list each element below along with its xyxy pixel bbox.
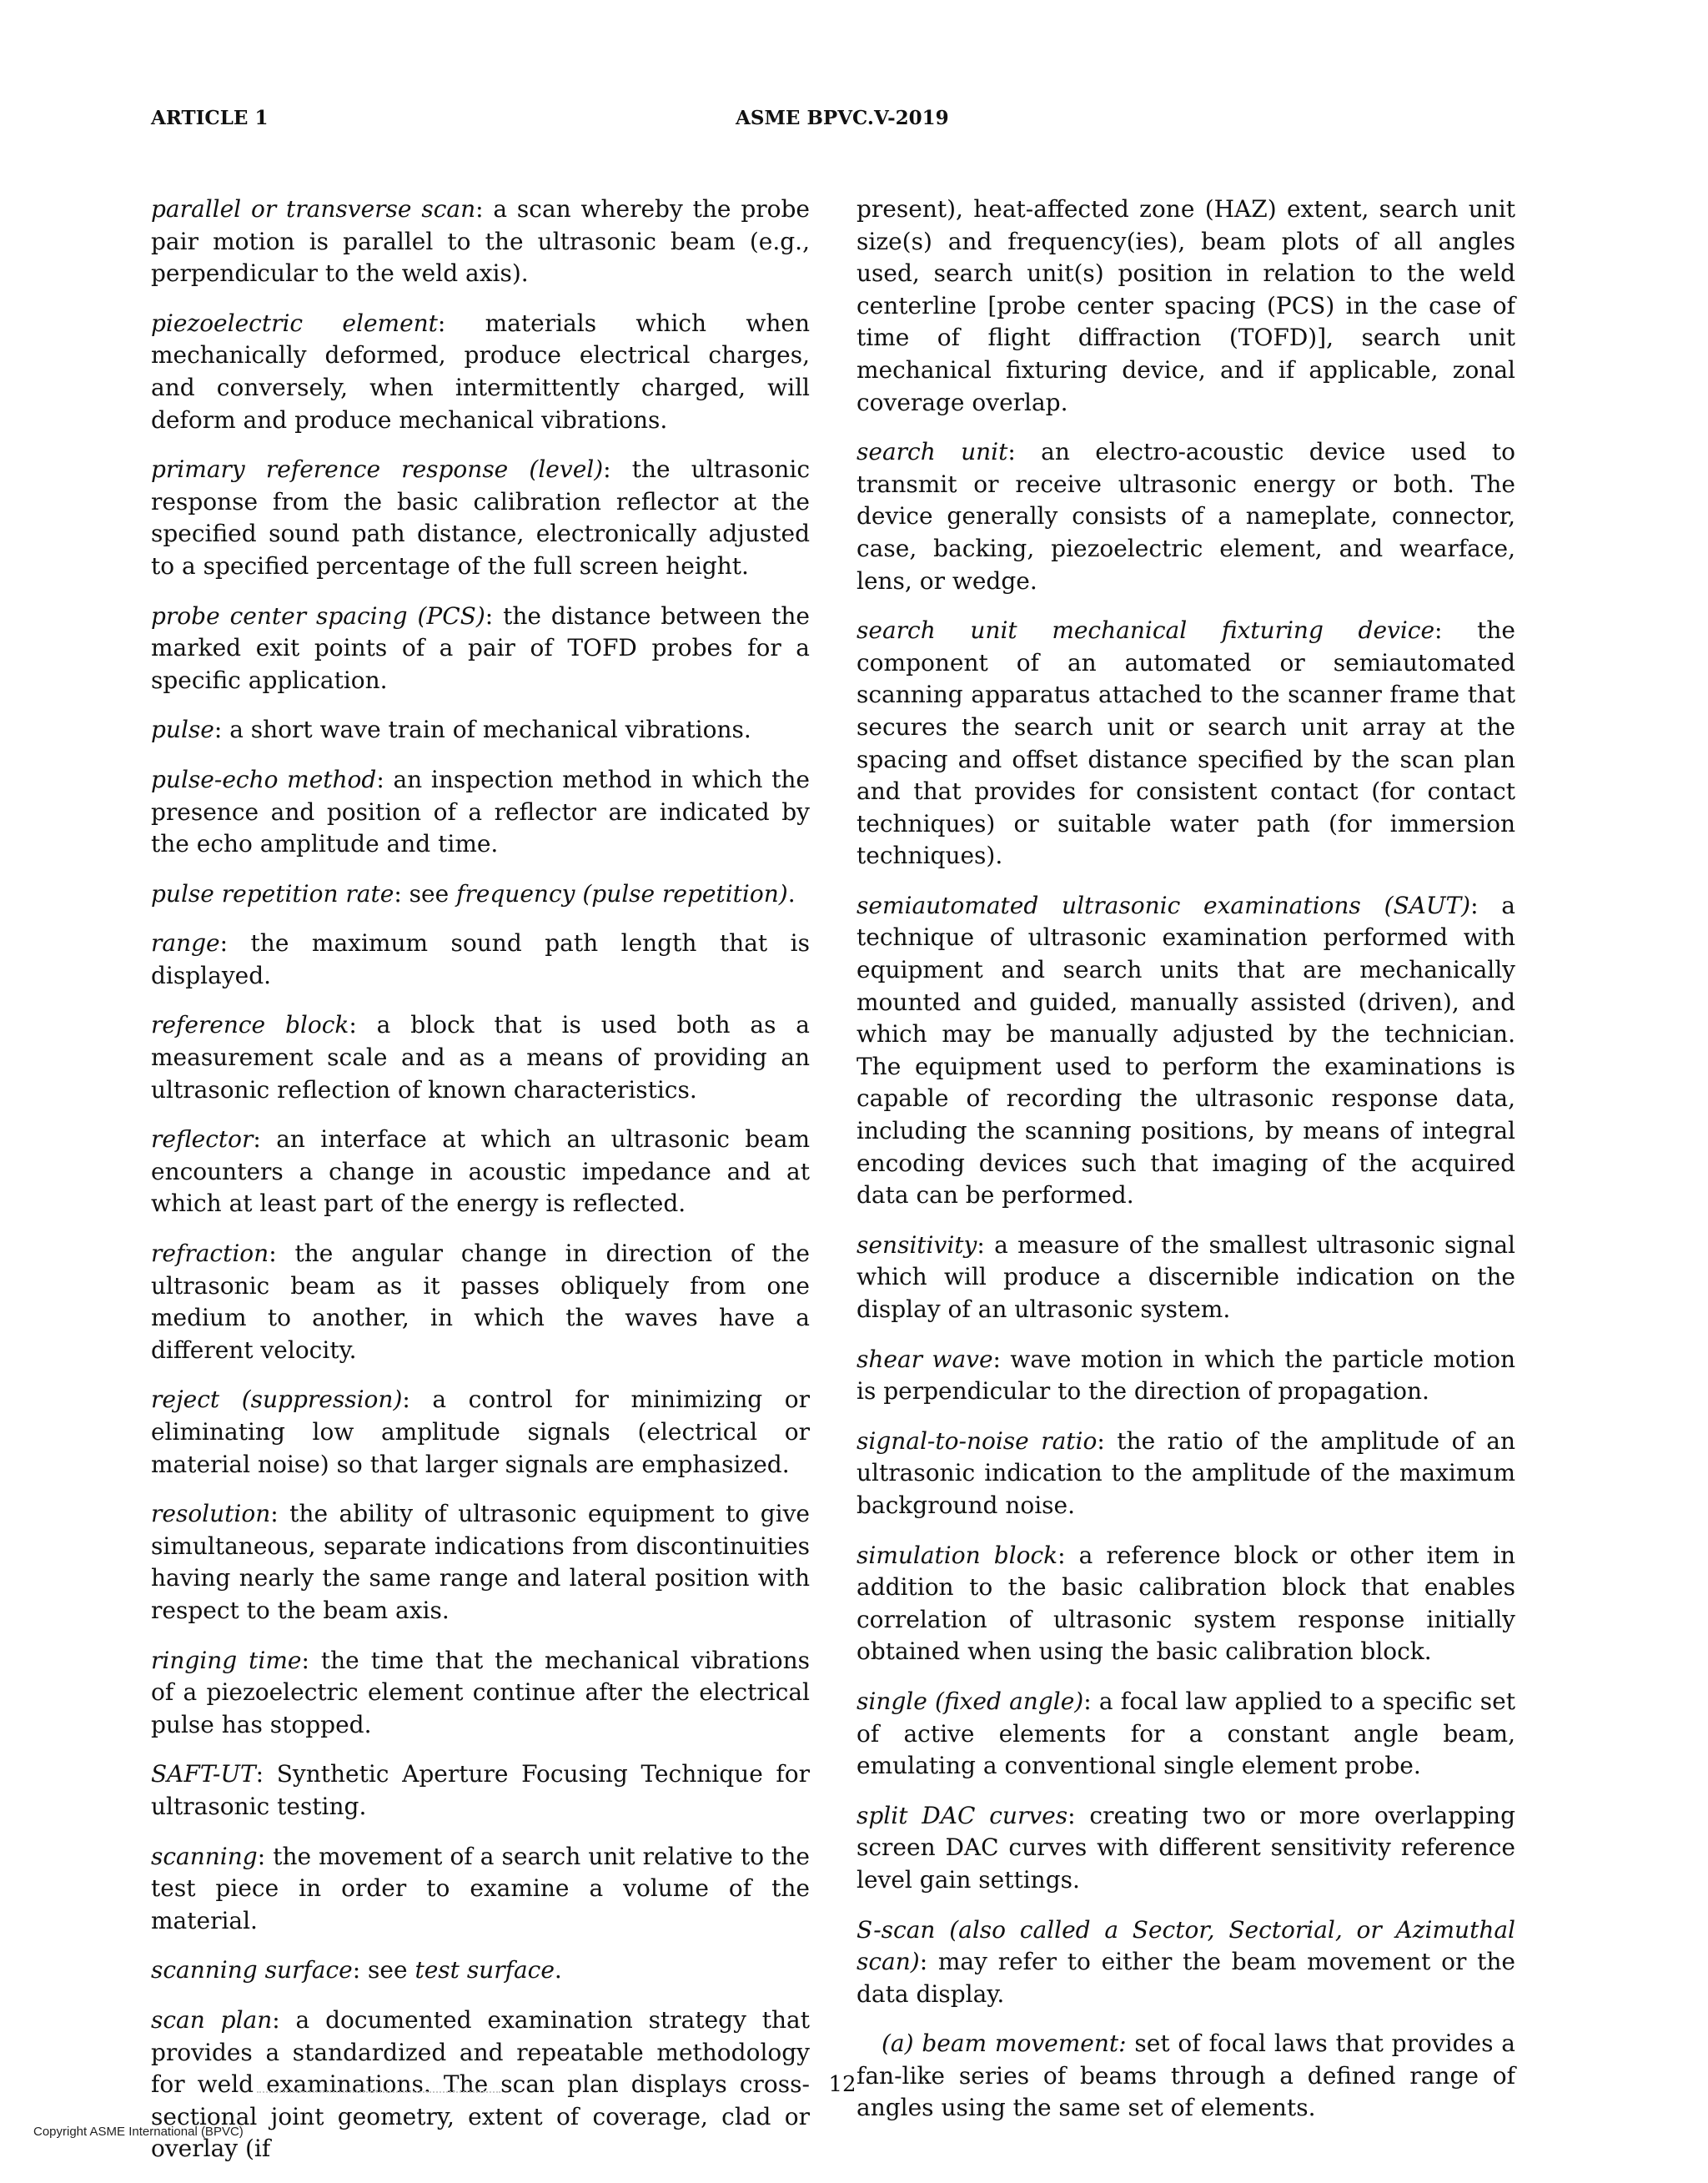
glossary-definition: : creating two or more overlapping screen DAC curves with different sensitivity reference level gain settings. bbox=[857, 1801, 1515, 1894]
glossary-entry bbox=[151, 764, 810, 861]
glossary-definition: : a scan whereby the probe pair motion is parallel to the ultrasonic beam (e.g., perpendicular to the weld axis). bbox=[151, 195, 810, 288]
right-column bbox=[857, 194, 1515, 2142]
glossary-entry bbox=[151, 1758, 810, 1823]
glossary-definition: : wave motion in which the particle motion is perpendicular to the direction of propagation. bbox=[857, 1345, 1516, 1406]
glossary-definition: : a measure of the smallest ultrasonic signal which will produce a discernible indication on the display of an ultrasonic system. bbox=[857, 1230, 1515, 1323]
glossary-definition: : the distance between the marked exit points of a pair of TOFD probes for a specific application. bbox=[151, 601, 810, 694]
glossary-term: shear wave bbox=[857, 1345, 993, 1373]
glossary-definition: : the ratio of the amplitude of an ultrasonic indication to the amplitude of the maximum background noise. bbox=[857, 1426, 1515, 1519]
glossary-entry bbox=[857, 2028, 1515, 2125]
glossary-entry bbox=[151, 1238, 810, 1366]
page-number: 12 bbox=[828, 2072, 857, 2097]
glossary-entry bbox=[857, 615, 1515, 873]
glossary-definition: : an interface at which an ultrasonic beam encounters a change in acoustic impedance and at which at least part of the energy is reflected. bbox=[151, 1125, 810, 1218]
article-label: ARTICLE 1 bbox=[151, 107, 269, 129]
glossary-definition: : a short wave train of mechanical vibrations. bbox=[214, 716, 751, 744]
glossary-term: reject (suppression) bbox=[151, 1386, 403, 1414]
glossary-definition: : the ability of ultrasonic equipment to give simultaneous, separate indications from discontinuities having nearly the same range and lateral position with respect to the beam axis. bbox=[151, 1500, 810, 1624]
glossary-entry bbox=[151, 1124, 810, 1220]
glossary-entry bbox=[151, 601, 810, 697]
glossary-term: probe center spacing (PCS) bbox=[151, 601, 485, 630]
glossary-term: refraction bbox=[151, 1240, 269, 1268]
glossary-entry bbox=[151, 194, 810, 290]
glossary-term: search unit bbox=[857, 438, 1008, 466]
glossary-definition: present), heat-affected zone (HAZ) extent, search unit size(s) and frequency(ies), beam plots of all angles used, search unit(s) position in relation to the weld centerline [probe center spacing (PCS) in the case of time of flight diffraction (TOFD)], search unit mechanical fixturing device, and if applicable, zonal coverage overlap. bbox=[857, 195, 1515, 416]
cross-reference: test surface bbox=[414, 1956, 555, 1984]
glossary-definition: : the ultrasonic response from the basic calibration reflector at the specified sound path distance, electronically adjusted to a specified percentage of the full screen height. bbox=[151, 455, 810, 580]
glossary-entry bbox=[857, 1344, 1515, 1408]
glossary-term: primary reference response (level) bbox=[151, 455, 604, 484]
glossary-entry bbox=[151, 1645, 810, 1742]
glossary-entry bbox=[857, 1230, 1515, 1326]
glossary-term: pulse-echo method bbox=[151, 765, 377, 793]
glossary-definition: : a control for minimizing or eliminating low amplitude signals (electrical or material noise) so that larger signals are emphasized. bbox=[151, 1386, 810, 1478]
copyright-notice: Copyright ASME International (BPVC) bbox=[33, 2125, 244, 2139]
left-column bbox=[151, 194, 810, 2183]
glossary-term: scanning bbox=[151, 1842, 258, 1870]
running-header bbox=[0, 107, 1708, 140]
glossary-entry bbox=[151, 2004, 810, 2165]
glossary-term: reflector bbox=[151, 1125, 254, 1154]
glossary-definition: : Synthetic Aperture Focusing Technique for ultrasonic testing. bbox=[151, 1760, 810, 1820]
glossary-entry bbox=[151, 1498, 810, 1627]
glossary-definition: : the component of an automated or semiautomated scanning apparatus attached to the scanner frame that secures the search unit or search unit array at the spacing and offset distance specified by the scan plan and that provides for consistent contact (for contact techniques) or suitable water path (for immersion techniques). bbox=[857, 616, 1515, 870]
glossary-term: S-scan (also called a Sector, Sectorial, or Azimuthal scan) bbox=[857, 1915, 1515, 1976]
glossary-entry bbox=[857, 890, 1515, 1212]
glossary-definition: : see bbox=[394, 879, 457, 908]
glossary-entry bbox=[857, 436, 1515, 597]
glossary-term: semiautomated ultrasonic examinations (SAUT) bbox=[857, 891, 1471, 919]
glossary-definition: : the time that the mechanical vibrations of a piezoelectric element continue after the electrical pulse has stopped. bbox=[151, 1646, 811, 1738]
glossary-definition-end: . bbox=[787, 879, 796, 908]
glossary-entry bbox=[857, 1914, 1515, 2011]
glossary-entry bbox=[151, 1384, 810, 1481]
glossary-term: scan plan bbox=[151, 2005, 273, 2034]
glossary-term: reference block bbox=[151, 1011, 349, 1039]
glossary-definition: : an electro-acoustic device used to transmit or receive ultrasonic energy or both. The device generally consists of a nameplate, connector, case, backing, piezoelectric element, and wearface, lens, or wedge. bbox=[857, 438, 1516, 595]
glossary-term: search unit mechanical fixturing device bbox=[857, 616, 1435, 645]
glossary-entry bbox=[151, 878, 810, 911]
glossary-definition: : the maximum sound path length that is displayed. bbox=[151, 929, 810, 989]
glossary-definition-end: . bbox=[554, 1956, 562, 1984]
scan-noise-line bbox=[257, 2091, 500, 2095]
glossary-entry bbox=[151, 714, 810, 747]
cross-reference: frequency (pulse repetition) bbox=[456, 879, 788, 908]
glossary-term: (a) beam movement: bbox=[882, 2030, 1127, 2058]
glossary-definition: : a block that is used both as a measurement scale and as a means of providing an ultrasonic reflection of known characteristics. bbox=[151, 1011, 810, 1104]
glossary-term: pulse bbox=[151, 716, 214, 744]
glossary-definition: : an inspection method in which the presence and position of a reflector are indicated by the echo amplitude and time. bbox=[151, 765, 810, 858]
glossary-term: ringing time bbox=[151, 1646, 302, 1674]
glossary-term: SAFT-UT bbox=[151, 1760, 256, 1788]
glossary-entry bbox=[151, 454, 810, 582]
glossary-term: piezoelectric element bbox=[151, 309, 438, 337]
glossary-term: sensitivity bbox=[857, 1230, 977, 1259]
glossary-definition: : may refer to either the beam movement or the data display. bbox=[857, 1948, 1515, 2008]
glossary-definition: : a reference block or other item in addition to the basic calibration block that enables correlation of ultrasonic system response initially obtained when using the basic calibration block. bbox=[857, 1541, 1515, 1666]
glossary-definition: : see bbox=[352, 1956, 415, 1984]
glossary-term: split DAC curves bbox=[857, 1801, 1068, 1829]
glossary-definition: : a documented examination strategy that provides a standardized and repeatable methodology for weld examinations. The scan plan displays cross-sectional joint geometry, extent of coverage, clad or overlay (if bbox=[151, 2005, 810, 2163]
glossary-definition: : the angular change in direction of the ultrasonic beam as it passes obliquely from one medium to another, in which the waves have a different velocity. bbox=[151, 1240, 810, 1364]
glossary-definition: : materials which when mechanically deformed, produce electrical charges, and conversely, when intermittently charged, will deform and produce mechanical vibrations. bbox=[151, 309, 810, 434]
glossary-term: resolution bbox=[151, 1500, 271, 1528]
glossary-entry bbox=[857, 194, 1515, 419]
glossary-definition: set of focal laws that provides a fan-like series of beams through a defined range of angles using the same set of elements. bbox=[857, 2030, 1515, 2122]
glossary-term: scanning surface bbox=[151, 1956, 353, 1984]
glossary-term: signal-to-noise ratio bbox=[857, 1426, 1098, 1455]
glossary-entry bbox=[857, 1686, 1515, 1783]
glossary-entry bbox=[151, 1009, 810, 1106]
glossary-entry bbox=[151, 308, 810, 436]
glossary-definition: : a focal law applied to a specific set of active elements for a constant angle beam, emulating a conventional single element probe. bbox=[857, 1687, 1515, 1780]
glossary-definition: : the movement of a search unit relative to the test piece in order to examine a volume of the material. bbox=[151, 1842, 810, 1934]
glossary-entry bbox=[151, 928, 810, 992]
glossary-entry bbox=[857, 1426, 1515, 1522]
glossary-term: single (fixed angle) bbox=[857, 1687, 1084, 1715]
glossary-term: parallel or transverse scan bbox=[151, 195, 476, 223]
glossary-term: range bbox=[151, 929, 220, 958]
glossary-term: pulse repetition rate bbox=[151, 879, 394, 908]
glossary-term: simulation block bbox=[857, 1541, 1058, 1569]
glossary-entry bbox=[151, 1841, 810, 1938]
glossary-definition: : a technique of ultrasonic examination performed with equipment and search units that are mechanically mounted and guided, manually assisted (driven), and which may be manually adjusted by the technician. The equipment used to perform the examinations is capable of recording the ultrasonic response data, including the scanning positions, by means of integral encoding devices such that imaging of the acquired data can be performed. bbox=[857, 891, 1515, 1210]
standard-label: ASME BPVC.V-2019 bbox=[736, 107, 949, 129]
glossary-entry bbox=[151, 1954, 810, 1987]
glossary-entry bbox=[857, 1540, 1515, 1668]
glossary-entry bbox=[857, 1800, 1515, 1897]
